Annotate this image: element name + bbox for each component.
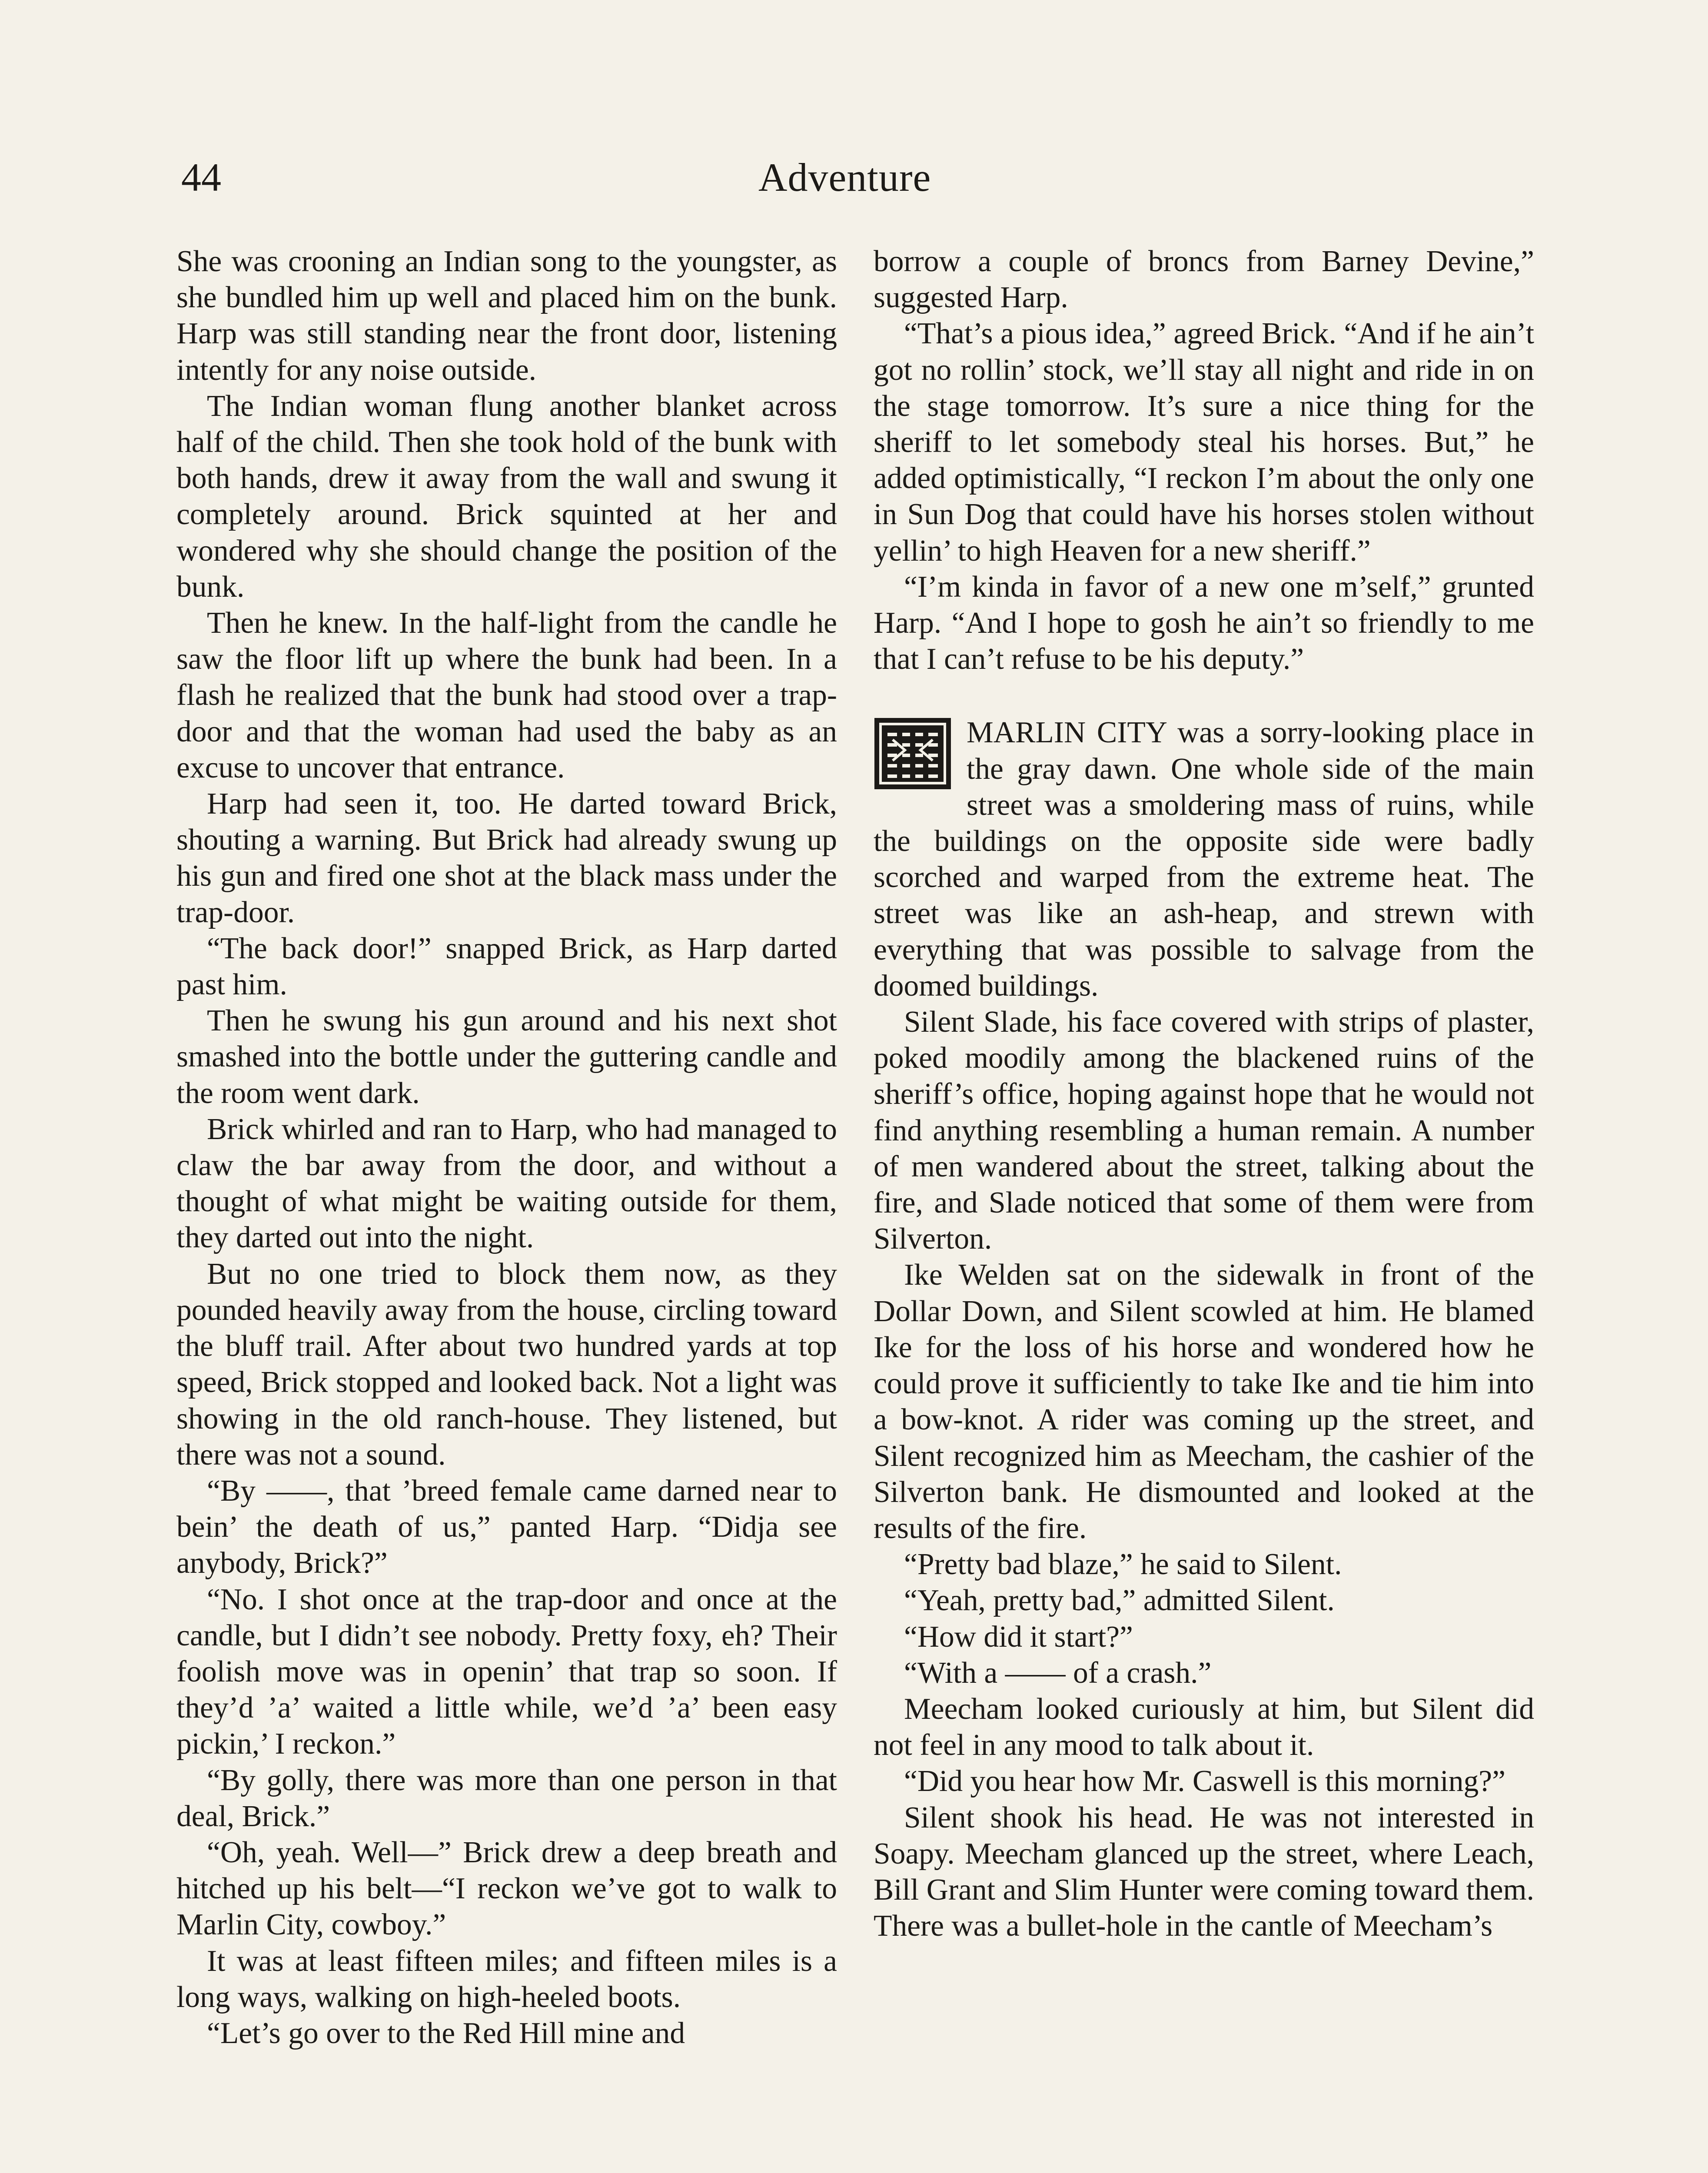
paragraph: “How did it start?”: [904, 1620, 1133, 1654]
paragraph: borrow a couple of broncs from Barney Devine,” suggested Harp.: [874, 245, 1534, 315]
ornament-initial-icon: [874, 717, 952, 790]
paragraph: “By ——, that ’breed female came darned near to bein’ the death of us,” panted Harp. “Didja see anybody, Brick?”: [176, 1474, 837, 1580]
paragraph: “Yeah, pretty bad,” admitted Silent.: [904, 1584, 1335, 1618]
paragraph: But no one tried to block them now, as they pounded heavily away from the house, circling toward the bluff trail. After about two hundred yards at top speed, Brick stopped and looked back. Not a light was showing in the old ranch-house. They listened, but there was not a sound.: [176, 1257, 837, 1472]
paragraph: Then he knew. In the half-light from the candle he saw the floor lift up where the bunk had been. In a flash he realized that the bunk had stood over a trap-door and that the woman had used the baby as an excuse to uncover that entrance.: [176, 606, 837, 784]
paragraph: “By golly, there was more than one person in that deal, Brick.”: [176, 1763, 837, 1833]
paragraph: Harp had seen it, too. He darted toward Brick, shouting a warning. But Brick had already swung up his gun and fired one shot at the black mass under the trap-door.: [176, 787, 837, 929]
paragraph: “Pretty bad blaze,” he said to Silent.: [904, 1548, 1342, 1582]
paragraph: It was at least fifteen miles; and fifteen miles is a long ways, walking on high-heeled boots.: [176, 1944, 837, 2014]
paragraph: “Let’s go over to the Red Hill mine and: [207, 2016, 685, 2050]
left-column: [176, 243, 837, 2051]
paragraph: “No. I shot once at the trap-door and once at the candle, but I didn’t see nobody. Pretty foxy, eh? Their foolish move was in openin’ that trap so soon. If they’d ’a’ waited a little while, we’d ’a’ been easy pickin,’ I reckon.”: [176, 1582, 837, 1761]
paragraph: Meecham looked curiously at him, but Silent did not feel in any mood to talk about it.: [874, 1692, 1534, 1762]
paragraph: MARLIN CITY was a sorry-looking place in the gray dawn. One whole side of the main street was a smoldering mass of ruins, while the buildings on the opposite side were badly scorched and warped from the extreme heat. The street was like an ash-heap, and strewn with everything that was possible to salvage from the doomed buildings.: [874, 716, 1534, 1003]
paragraph: “Oh, yeah. Well—” Brick drew a deep breath and hitched up his belt—“I reckon we’ve got to walk to Marlin City, cowboy.”: [176, 1835, 837, 1942]
right-column: [874, 243, 1534, 1944]
paragraph: “That’s a pious idea,” agreed Brick. “And if he ain’t got no rollin’ stock, we’ll stay all night and ride in on the stage tomorrow. It’s sure a nice thing for the sheriff to let somebody steal his horses. But,” he added optimistically, “I reckon I’m about the only one in Sun Dog that could have his horses stolen without yellin’ to high Heaven for a new sheriff.”: [874, 317, 1534, 568]
paragraph: “Did you hear how Mr. Caswell is this morning?”: [904, 1764, 1505, 1798]
paragraph: Silent Slade, his face covered with strips of plaster, poked moodily among the blackened ruins of the sheriff’s office, hoping against hope that he would not find anything resembling a human remain. A number of men wandered about the street, talking about the fire, and Slade noticed that some of them were from Silverton.: [874, 1005, 1534, 1256]
paragraph: “With a —— of a crash.”: [904, 1656, 1212, 1690]
paragraph: Silent shook his head. He was not interested in Soapy. Meecham glanced up the street, where Leach, Bill Grant and Slim Hunter were coming toward them. There was a bullet-hole in the cantle of Meecham’s: [874, 1801, 1534, 1943]
paragraph: “The back door!” snapped Brick, as Harp darted past him.: [176, 931, 837, 1002]
running-title: Adventure: [758, 155, 931, 199]
section-break: [874, 714, 1534, 1004]
page-number: 44: [181, 155, 221, 199]
paragraph: The Indian woman flung another blanket across half of the child. Then she took hold of the bunk with both hands, drew it away from the wall and swung it completely around. Brick squinted at her and wondered why she should change the position of the bunk.: [176, 389, 837, 604]
paragraph: Ike Welden sat on the sidewalk in front of the Dollar Down, and Silent scowled at him. He blamed Ike for the loss of his horse and wondered how he could prove it sufficiently to take Ike and tie him into a bow-knot. A rider was coming up the street, and Silent recognized him as Meecham, the cashier of the Silverton bank. He dismounted and looked at the results of the fire.: [874, 1258, 1534, 1545]
paragraph: She was crooning an Indian song to the youngster, as she bundled him up well and placed him on the bunk. Harp was still standing near the front door, listening intently for any noise outside.: [176, 245, 837, 387]
paragraph: Brick whirled and ran to Harp, who had managed to claw the bar away from the door, and without a thought of what might be waiting outside for them, they darted out into the night.: [176, 1112, 837, 1255]
paragraph: “I’m kinda in favor of a new one m’self,” grunted Harp. “And I hope to gosh he ain’t so friendly to me that I can’t refuse to be his deputy.”: [874, 570, 1534, 676]
paragraph: Then he swung his gun around and his next shot smashed into the bottle under the guttering candle and the room went dark.: [176, 1004, 837, 1110]
